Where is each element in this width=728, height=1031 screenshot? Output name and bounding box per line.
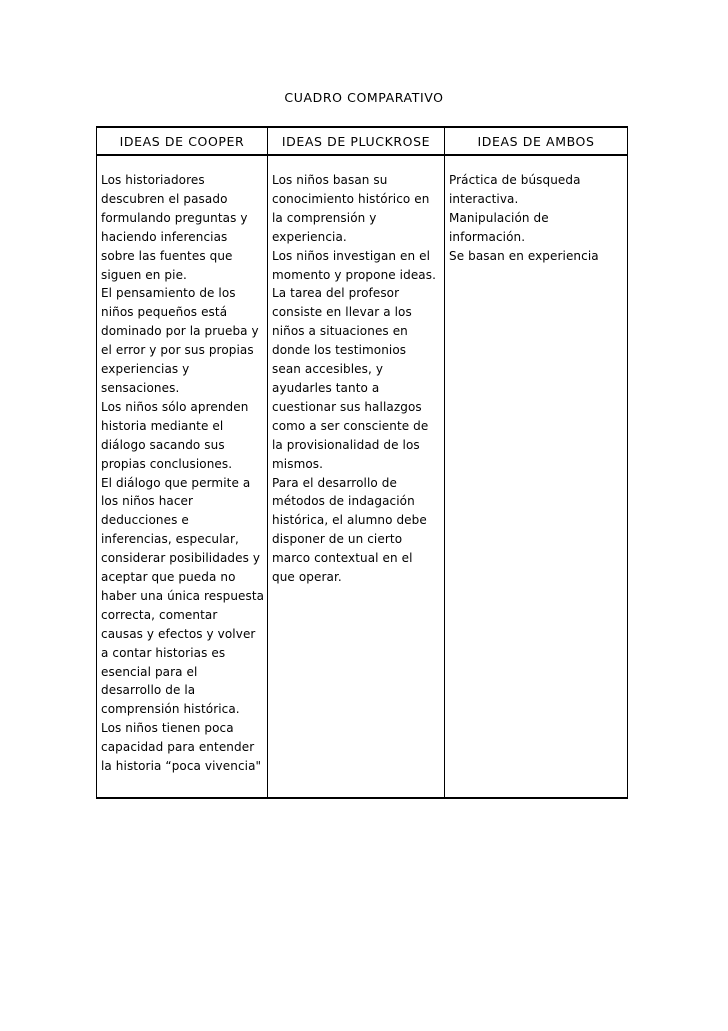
cell-text-line: histórica, el alumno debe [272, 513, 427, 528]
cell-text-line: comprensión histórica. [101, 702, 240, 717]
cell-text-line: la historia “poca vivencia" [101, 759, 262, 774]
cell-text-line: la provisionalidad de los [272, 437, 420, 452]
cell-text-line: capacidad para entender [101, 740, 255, 755]
cell-text-line: el error y por sus propias [101, 343, 254, 358]
header-cooper: IDEAS DE COOPER [97, 127, 268, 155]
cell-text-line: haber una única respuesta [101, 588, 265, 603]
cell-cooper [97, 155, 268, 798]
cell-text-line: ayudarles tanto a [272, 380, 380, 395]
cell-text-line: esencial para el [101, 664, 198, 679]
cell-text-line: consiste en llevar a los [272, 305, 412, 320]
cell-text-line: mismos. [272, 456, 324, 471]
cell-text-line: desarrollo de la [101, 683, 196, 698]
cell-text-line: formulando preguntas y [101, 210, 248, 225]
cell-text-line: aceptar que pueda no [101, 570, 236, 585]
cell-text-line: como a ser consciente de [272, 418, 429, 433]
header-row [97, 127, 628, 155]
cell-text-line: Práctica de búsqueda [449, 173, 581, 187]
cell-text-line: información. [449, 229, 526, 244]
content-row [97, 155, 628, 798]
cell-text-line: sensaciones. [101, 380, 180, 395]
cell-text-line: deducciones e [101, 513, 189, 528]
cell-pluckrose [268, 155, 445, 798]
cell-text-line: disponer de un cierto [272, 532, 403, 547]
cell-text-line: niños pequeños está [101, 305, 228, 320]
cell-text-line: momento y propone ideas. [272, 267, 437, 282]
cell-text-line: inferencias, especular, [101, 532, 239, 547]
cell-text-line: La tarea del profesor [272, 286, 400, 301]
cell-text-line: propias conclusiones. [101, 456, 233, 471]
cell-text-line: Los niños tienen poca [101, 721, 234, 736]
cell-text-line: historia mediante el [101, 418, 224, 433]
cell-text-line: métodos de indagación [272, 494, 415, 509]
cell-text-line: a contar historias es [101, 645, 226, 660]
cell-text-line: experiencias y [101, 362, 190, 377]
cell-text-line: conocimiento histórico en [272, 191, 430, 206]
cell-text-line: que operar. [272, 570, 342, 585]
cell-text-line: Los niños investigan en el [272, 248, 431, 263]
cell-text-line: los niños hacer [101, 494, 194, 509]
cell-text-line: donde los testimonios [272, 343, 407, 358]
header-pluckrose: IDEAS DE PLUCKROSE [268, 127, 445, 155]
cell-text-line: siguen en pie. [101, 267, 187, 282]
cell-text-line: Para el desarrollo de [272, 475, 397, 490]
cell-text-line: la comprensión y [272, 210, 377, 225]
cell-text-line: causas y efectos y volver [101, 626, 256, 641]
cell-text-line: considerar posibilidades y [101, 551, 261, 566]
cell-text-line: correcta, comentar [101, 607, 218, 622]
cell-text-line: interactiva. [449, 191, 519, 206]
comparison-table [96, 126, 628, 799]
cell-text-line: Se basan en experiencia [449, 248, 599, 263]
cell-text-line: descubren el pasado [101, 191, 228, 206]
cell-text-line: haciendo inferencias [101, 229, 228, 244]
cell-text-line: sobre las fuentes que [101, 248, 233, 263]
cell-text-line: niños a situaciones en [272, 324, 408, 339]
cell-text-line: Manipulación de [449, 210, 549, 225]
cell-text-line: diálogo sacando sus [101, 437, 225, 452]
cell-ambos [445, 155, 628, 798]
header-ambos: IDEAS DE AMBOS [445, 127, 628, 155]
cell-text-line: Los historiadores [101, 173, 205, 187]
cell-text-line: El diálogo que permite a [101, 475, 251, 490]
document-title: CUADRO COMPARATIVO [284, 90, 444, 105]
cell-text-line: El pensamiento de los [101, 286, 236, 301]
cell-text-line: sean accesibles, y [272, 362, 384, 377]
cell-text-line: dominado por la prueba y [101, 324, 259, 339]
cell-text-line: marco contextual en el [272, 551, 413, 566]
cell-text-line: Los niños basan su [272, 173, 388, 187]
cell-text-line: experiencia. [272, 229, 347, 244]
cell-text-line: cuestionar sus hallazgos [272, 399, 422, 414]
cell-text-line: Los niños sólo aprenden [101, 399, 249, 414]
